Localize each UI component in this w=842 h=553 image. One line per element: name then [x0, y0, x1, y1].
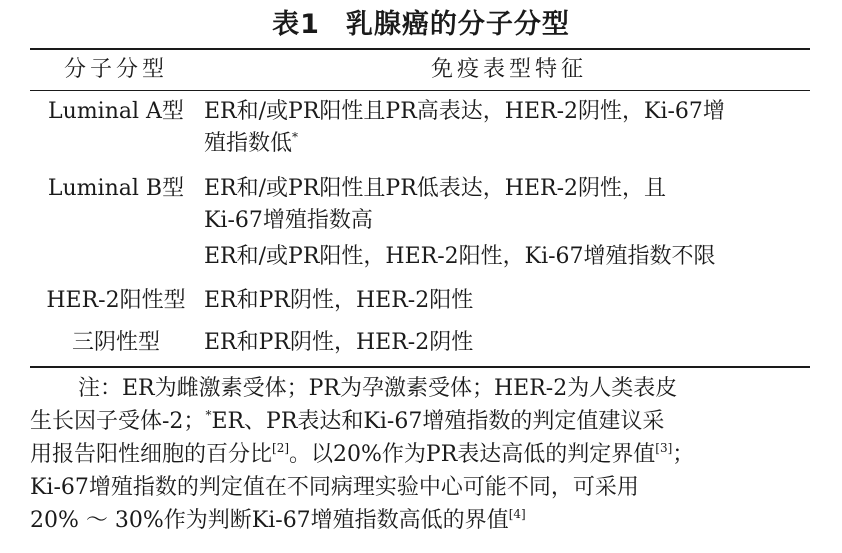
row-feature-triple-negative: ER和PR阴性，HER-2阴性 — [204, 330, 474, 355]
table-number: 表1 — [272, 9, 320, 40]
feature-text: 殖指数低 — [204, 131, 293, 156]
reference-citation: [4] — [508, 507, 526, 521]
note-text: 用报告阳性细胞的百分比 — [30, 442, 273, 467]
row-type-triple-negative: 三阴性型 — [71, 330, 160, 355]
header-molecular-type: 分子分型 — [63, 57, 168, 82]
row-type-luminal-a: Luminal A型 — [48, 99, 184, 124]
reference-citation: [2] — [272, 441, 290, 455]
note-text: 。以20%作为PR表达高低的判定界值 — [289, 442, 656, 467]
note-text: ； — [672, 442, 695, 467]
top-rule — [30, 48, 810, 50]
row-feature-luminal-a-line1: ER和/或PR阳性且PR高表达，HER-2阴性，Ki-67增 — [204, 99, 725, 124]
footnote-marker: * — [292, 130, 299, 144]
reference-citation: [3] — [655, 441, 673, 455]
table-title — [0, 2, 842, 41]
note-text: 20% ～ 30%作为判断Ki-67增殖指数高低的界值 — [30, 508, 509, 533]
note-text: 生长因子受体-2； — [30, 409, 206, 434]
row-type-luminal-b: Luminal B型 — [47, 176, 185, 201]
bottom-rule — [30, 366, 810, 368]
row-feature-her2: ER和PR阴性，HER-2阳性 — [204, 288, 474, 313]
header-immunophenotype: 免疫表型特征 — [430, 57, 587, 82]
row-feature-luminal-b-line3: ER和/或PR阳性，HER-2阳性，Ki-67增殖指数不限 — [204, 244, 716, 269]
note-line-5 — [30, 504, 812, 537]
table-caption: 乳腺癌的分子分型 — [345, 9, 570, 40]
row-type-her2: HER-2阳性型 — [46, 288, 186, 313]
row-feature-luminal-b-line1: ER和/或PR阳性且PR低表达，HER-2阴性，且 — [204, 176, 667, 201]
note-line-2 — [30, 405, 812, 438]
footnote-marker: * — [205, 408, 212, 422]
note-line-1: 注：ER为雌激素受体；PR为孕激素受体；HER-2为人类表皮 — [78, 376, 678, 401]
header-rule — [30, 90, 810, 91]
note-text: ER、PR表达和Ki-67增殖指数的判定值建议采 — [211, 409, 665, 434]
note-line-4: Ki-67增殖指数的判定值在不同病理实验中心可能不同，可采用 — [30, 475, 639, 500]
row-feature-luminal-b-line2: Ki-67增殖指数高 — [204, 208, 373, 233]
note-line-3 — [30, 438, 812, 471]
row-feature-luminal-a-line2 — [204, 129, 814, 159]
